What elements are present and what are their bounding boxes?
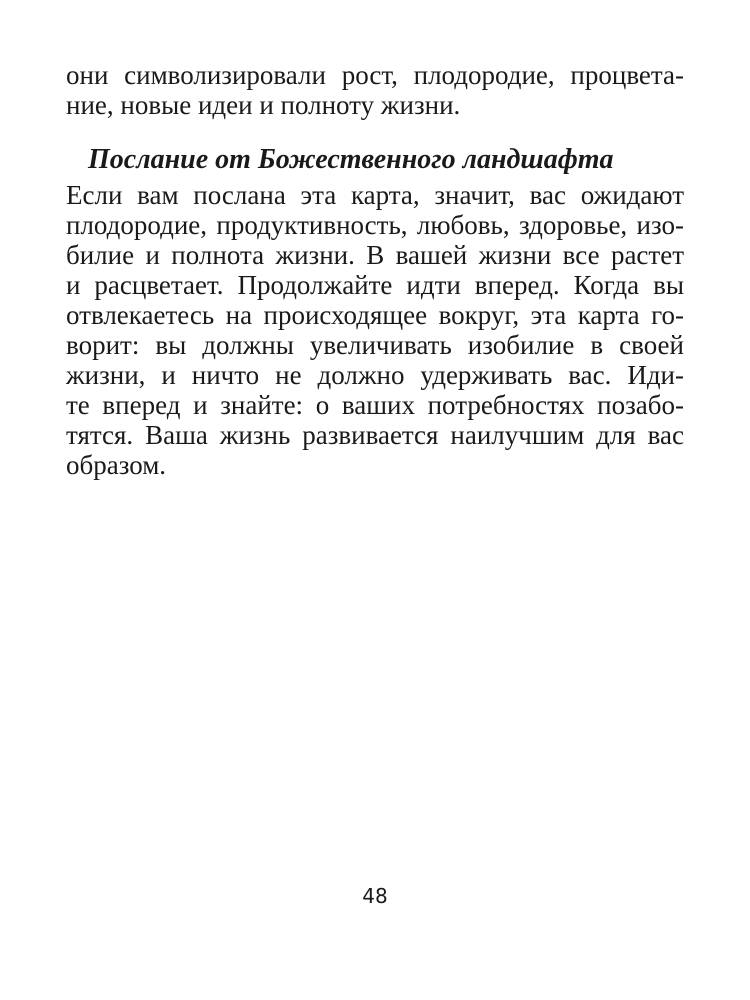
section-paragraph xyxy=(66,180,684,480)
page-number: 48 xyxy=(362,884,388,908)
paragraph-line: билие и полнота жизни. В вашей жизни все растет xyxy=(66,240,684,270)
paragraph-line: жизни, и ничто не должно удерживать вас. Иди- xyxy=(66,360,684,390)
paragraph-line: отвлекаетесь на происходящее вокруг, эта карта го- xyxy=(66,300,684,330)
intro-paragraph xyxy=(66,60,684,120)
paragraph-line: образом. xyxy=(66,450,167,480)
paragraph-line: они символизировали рост, плодородие, процвета- xyxy=(66,60,684,90)
section-heading: Послание от Божественного ландшафта xyxy=(88,144,614,175)
paragraph-line: плодородие, продуктивность, любовь, здоровье, изо- xyxy=(66,210,684,240)
paragraph-line: те вперед и знайте: о ваших потребностях позабо- xyxy=(66,390,684,420)
paragraph-line: Если вам послана эта карта, значит, вас ожидают xyxy=(66,180,684,210)
paragraph-line: и расцветает. Продолжайте идти вперед. Когда вы xyxy=(66,270,684,300)
paragraph-line: ние, новые идеи и полноту жизни. xyxy=(66,90,461,120)
paragraph-line: ворит: вы должны увеличивать изобилие в своей xyxy=(66,330,684,360)
paragraph-line: тятся. Ваша жизнь развивается наилучшим для вас xyxy=(66,420,684,450)
